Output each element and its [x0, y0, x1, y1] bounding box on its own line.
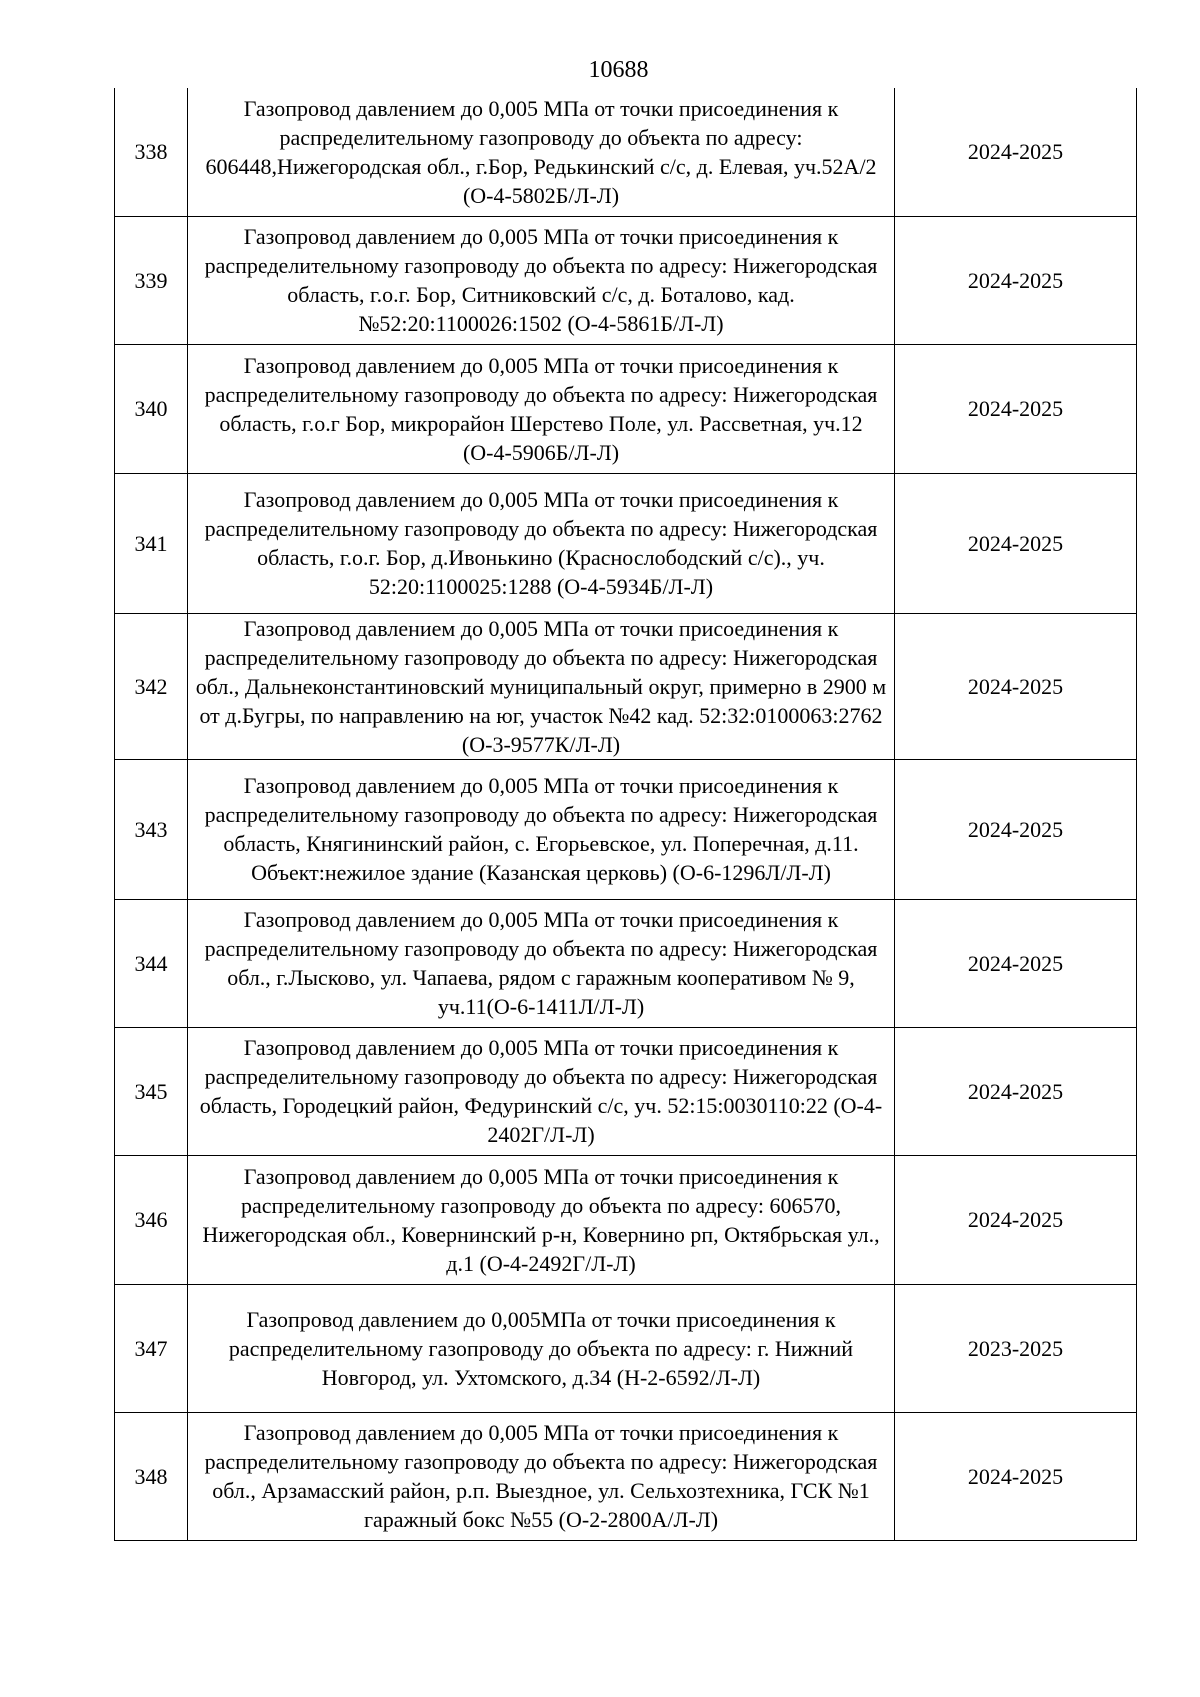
row-number: 338: [115, 88, 188, 216]
row-number: 343: [115, 759, 188, 899]
table-row: [115, 613, 1137, 759]
row-description: Газопровод давлением до 0,005МПа от точки присоединения к распределительному газопроводу до объекта по адресу: г. Нижний Новгород, ул. Ухтомского, д.34 (Н-2-6592/Л-Л): [188, 1284, 895, 1412]
row-period: 2024-2025: [895, 1412, 1137, 1540]
row-period: 2024-2025: [895, 613, 1137, 759]
table-row: [115, 1412, 1137, 1540]
table-row: [115, 216, 1137, 344]
row-description: Газопровод давлением до 0,005 МПа от точки присоединения к распределительному газопроводу до объекта по адресу: Нижегородская область, Городецкий район, Федуринский с/с, уч. 52:15:0030110:22 (О-4-2402Г/Л-Л): [188, 1027, 895, 1155]
row-description: Газопровод давлением до 0,005 МПа от точки присоединения к распределительному газопроводу до объекта по адресу: 606448,Нижегородская обл., г.Бор, Редькинский с/с, д. Елевая, уч.52А/2 (О-4-5802Б/Л-Л): [188, 88, 895, 216]
row-description: Газопровод давлением до 0,005 МПа от точки присоединения к распределительному газопроводу до объекта по адресу: Нижегородская обл., г.Лысково, ул. Чапаева, рядом с гаражным кооперативом № 9, уч.11(О-6-1411Л/Л-Л): [188, 899, 895, 1027]
row-period: 2024-2025: [895, 344, 1137, 473]
row-number: 340: [115, 344, 188, 473]
row-description: Газопровод давлением до 0,005 МПа от точки присоединения к распределительному газопроводу до объекта по адресу: Нижегородская область, Княгининский район, с. Егорьевское, ул. Поперечная, д.11. Объект:нежилое здание (Казанская церковь) (О-6-1296Л/Л-Л): [188, 759, 895, 899]
row-number: 341: [115, 473, 188, 613]
table-row: [115, 88, 1137, 216]
row-number: 345: [115, 1027, 188, 1155]
table-row: [115, 759, 1137, 899]
row-description: Газопровод давлением до 0,005 МПа от точки присоединения к распределительному газопроводу до объекта по адресу: Нижегородская область, г.о.г. Бор, Ситниковский с/с, д. Боталово, кад.№52:20:1100026:1502 (О-4-5861Б/Л-Л): [188, 216, 895, 344]
table-row: [115, 1284, 1137, 1412]
row-number: 347: [115, 1284, 188, 1412]
row-period: 2023-2025: [895, 1284, 1137, 1412]
row-number: 346: [115, 1155, 188, 1284]
row-description: Газопровод давлением до 0,005 МПа от точки присоединения к распределительному газопроводу до объекта по адресу: Нижегородская обл., Дальнеконстантиновский муниципальный округ, примерно в 2900 м от д.Бугры, по направлению на юг, участок №42 кад. 52:32:0100063:2762 (О-3-9577К/Л-Л): [188, 613, 895, 759]
row-period: 2024-2025: [895, 88, 1137, 216]
row-number: 339: [115, 216, 188, 344]
row-period: 2024-2025: [895, 899, 1137, 1027]
row-description: Газопровод давлением до 0,005 МПа от точки присоединения к распределительному газопроводу до объекта по адресу: 606570, Нижегородская обл., Ковернинский р-н, Ковернино рп, Октябрьская ул., д.1 (О-4-2492Г/Л-Л): [188, 1155, 895, 1284]
row-description: Газопровод давлением до 0,005 МПа от точки присоединения к распределительному газопроводу до объекта по адресу: Нижегородская область, г.о.г Бор, микрорайон Шерстево Поле, ул. Рассветная, уч.12 (О-4-5906Б/Л-Л): [188, 344, 895, 473]
gas-pipeline-table: [114, 88, 1137, 1541]
row-period: 2024-2025: [895, 1155, 1137, 1284]
row-number: 344: [115, 899, 188, 1027]
row-description: Газопровод давлением до 0,005 МПа от точки присоединения к распределительному газопроводу до объекта по адресу: Нижегородская область, г.о.г. Бор, д.Ивонькино (Краснослободский с/с)., уч. 52:20:1100025:1288 (О-4-5934Б/Л-Л): [188, 473, 895, 613]
table-row: [115, 899, 1137, 1027]
row-period: 2024-2025: [895, 759, 1137, 899]
table-row: [115, 344, 1137, 473]
row-number: 348: [115, 1412, 188, 1540]
table-row: [115, 1027, 1137, 1155]
page-number: 10688: [588, 57, 649, 83]
row-number: 342: [115, 613, 188, 759]
row-period: 2024-2025: [895, 216, 1137, 344]
table-row: [115, 473, 1137, 613]
table-row: [115, 1155, 1137, 1284]
row-description: Газопровод давлением до 0,005 МПа от точки присоединения к распределительному газопроводу до объекта по адресу: Нижегородская обл., Арзамасский район, р.п. Выездное, ул. Сельхозтехника, ГСК №1 гаражный бокс №55 (О-2-2800А/Л-Л): [188, 1412, 895, 1540]
row-period: 2024-2025: [895, 473, 1137, 613]
row-period: 2024-2025: [895, 1027, 1137, 1155]
